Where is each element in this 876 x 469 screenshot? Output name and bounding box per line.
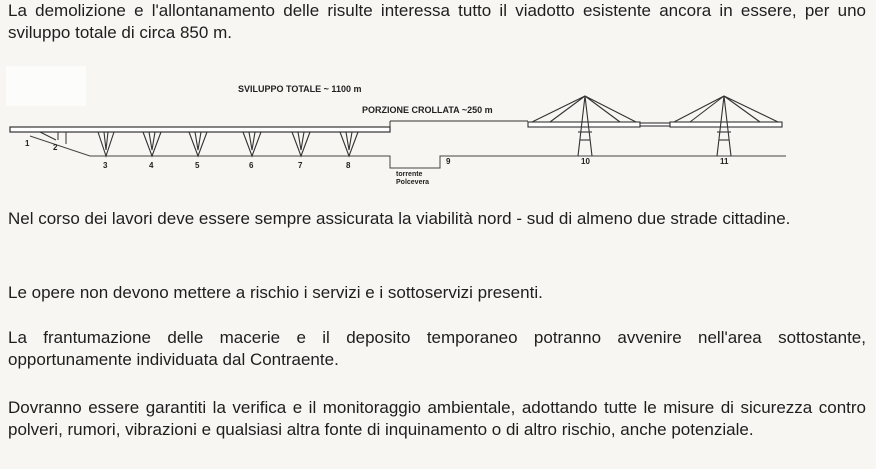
v-piers (98, 132, 358, 156)
pier-number: 5 (195, 161, 200, 170)
rubble-paragraph: La frantumazione delle macerie e il deposito temporaneo potranno avvenire nell'area sottostante, opportunamente individuata dal Contraente. (8, 328, 866, 369)
services-paragraph: Le opere non devono mettere a rischio i servizi e i sottoservizi presenti. (8, 283, 543, 302)
viaduct-diagram (0, 60, 876, 200)
collapsed-bracket (390, 121, 528, 127)
pier-number: 3 (103, 161, 108, 170)
ground-line (30, 136, 786, 168)
label-river-line2: Polcevera (396, 179, 430, 186)
viability-paragraph: Nel corso dei lavori deve essere sempre assicurata la viabilità nord - sud di almeno due strade cittadine. (8, 209, 791, 228)
pier-number: 9 (446, 157, 451, 166)
pier-number: 6 (249, 161, 254, 170)
pier-number: 1 (25, 139, 30, 148)
cable-stay-tower-11 (670, 96, 782, 156)
label-river-line1: torrente (396, 171, 423, 178)
pier-number: 2 (53, 143, 58, 152)
pier-number: 7 (298, 161, 303, 170)
environment-paragraph: Dovranno essere garantiti la verifica e il monitoraggio ambientale, adottando tutte le misure di sicurezza contro polveri, rumori, vibrazioni e qualsiasi altra fonte di inquinamento o di altro rischio, anche potenziale. (8, 398, 866, 439)
deck-left (10, 127, 390, 132)
pier-number: 4 (149, 161, 154, 170)
pier-number: 8 (346, 161, 351, 170)
label-collapsed: PORZIONE CROLLATA ~250 m (362, 105, 493, 115)
pier-number: 11 (720, 157, 729, 166)
cable-stay-tower-10 (528, 96, 640, 156)
pier-numbers (25, 139, 729, 170)
pier-number: 10 (581, 157, 590, 166)
intro-paragraph: La demolizione e l'allontanamento delle risulte interessa tutto il viadotto esistente ancora in essere, per uno sviluppo totale di circa 850 m. (8, 1, 866, 42)
deck-right-connector (640, 123, 670, 126)
label-total: SVILUPPO TOTALE ~ 1100 m (238, 84, 362, 94)
